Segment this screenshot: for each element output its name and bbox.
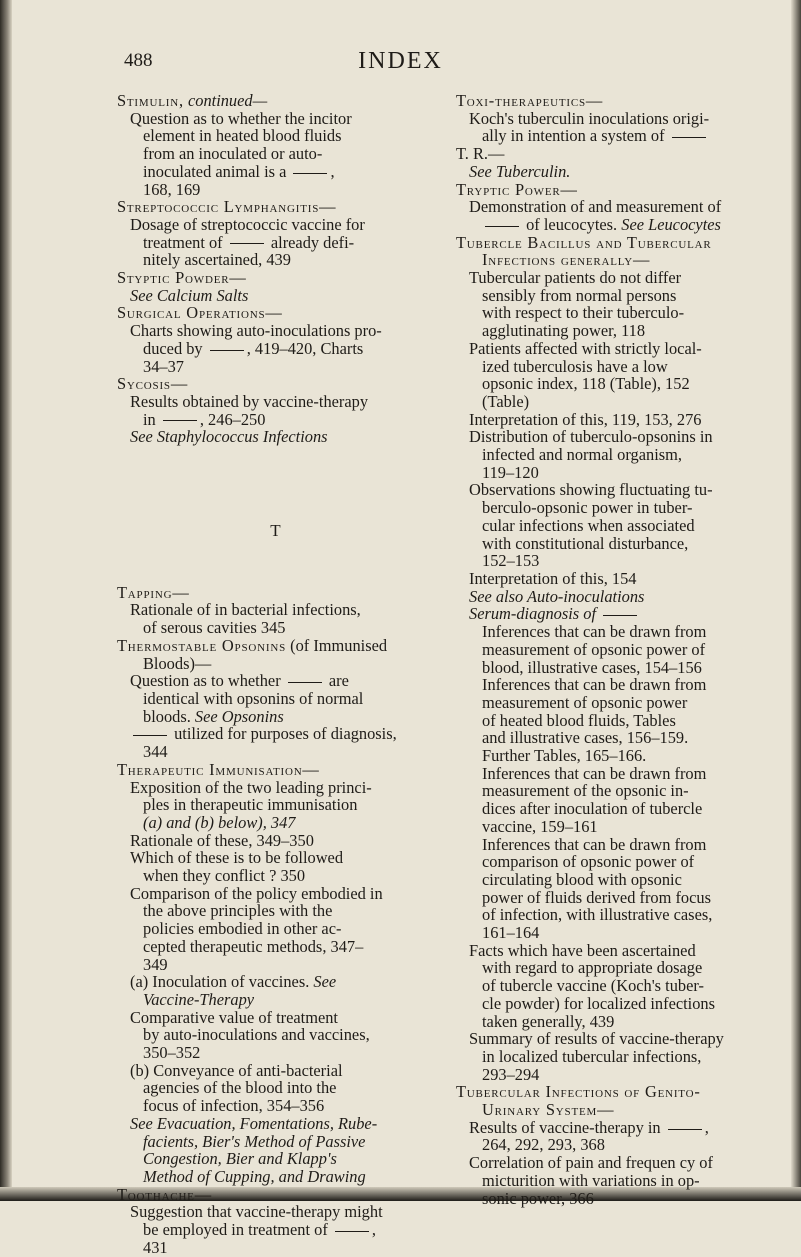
index-line: Comparative value of treatment: [130, 1007, 338, 1027]
index-entry: [117, 92, 434, 110]
index-line: with regard to appropriate dosage: [482, 958, 703, 978]
index-line: 349: [143, 954, 168, 974]
text-run: of leucocytes.: [526, 214, 618, 234]
index-line: 344: [143, 742, 168, 762]
index-line: [117, 1115, 434, 1133]
text-run: ally in intention a system of: [482, 126, 665, 146]
text-run: Serum-diagnosis of: [469, 604, 597, 624]
index-line: [117, 991, 434, 1009]
index-line: Bloods)—: [143, 653, 212, 673]
text-run: continued—: [187, 91, 268, 110]
page-edge-right: [791, 0, 801, 1201]
index-line: power of fluids derived from focus: [482, 887, 711, 907]
index-line: Question as to whether the incitor: [130, 108, 352, 128]
text-run: See Calcium Salts: [130, 285, 249, 305]
text-run: See Opsonins: [194, 706, 284, 726]
text-run: Vaccine-Therapy: [143, 989, 255, 1009]
index-line: [117, 1150, 434, 1168]
index-line: agglutinating power, 118: [482, 321, 646, 341]
index-line: of serous cavities 345: [143, 618, 286, 638]
index-line: agencies of the blood into the: [143, 1078, 337, 1098]
index-line: Demonstration of and measurement of: [469, 197, 722, 217]
text-run: (a) and (b) below), 347: [143, 812, 296, 832]
index-entry: Toothache—: [117, 1184, 212, 1204]
index-line: taken generally, 439: [482, 1011, 615, 1031]
index-line: the above principles with the: [143, 901, 333, 921]
index-line: focus of infection, 354–356: [143, 1096, 325, 1116]
page-title: INDEX: [358, 48, 443, 74]
index-line: Inferences that can be drawn from: [482, 622, 707, 642]
index-line: [117, 1221, 434, 1239]
text-run: , 246–250: [199, 409, 266, 429]
text-run: duced by: [143, 338, 203, 358]
index-line: 350–352: [143, 1043, 201, 1063]
text-run: ,: [371, 1220, 377, 1240]
index-line: Rationale of these, 349–350: [130, 830, 314, 850]
index-line: Inferences that can be drawn from: [482, 834, 707, 854]
ditto-dash: [672, 137, 706, 138]
index-line: in localized tubercular infections,: [482, 1046, 702, 1066]
ditto-dash: [603, 615, 637, 616]
index-line: [117, 234, 434, 252]
text-run: Method of Cupping, and Drawing: [143, 1166, 366, 1186]
index-line: [117, 637, 434, 655]
section-letter: T: [270, 521, 281, 541]
index-line: 293–294: [482, 1064, 540, 1084]
index-line: [117, 340, 434, 358]
left-column: [117, 92, 434, 1256]
index-line: [117, 672, 434, 690]
text-run: (a) Inoculation of vaccines.: [130, 972, 310, 992]
text-run: facients, Bier's Method of Passive: [143, 1131, 366, 1151]
text-run: treatment of: [143, 232, 223, 252]
ditto-dash: [133, 735, 167, 736]
text-run: already defi-: [270, 232, 355, 252]
index-line: [117, 725, 434, 743]
index-line: circulating blood with opsonic: [482, 869, 682, 889]
index-line: Distribution of tuberculo-opsonins in: [469, 427, 713, 447]
index-line: Summary of results of vaccine-therapy: [469, 1029, 724, 1049]
index-line: 119–120: [482, 462, 539, 482]
index-line: 34–37: [143, 356, 184, 376]
index-line: Dosage of streptococcic vaccine for: [130, 214, 365, 234]
index-line: Exposition of the two leading princi-: [130, 777, 372, 797]
index-line: Suggestion that vaccine-therapy might: [130, 1202, 383, 1222]
index-line: [456, 605, 770, 623]
right-column: [456, 92, 770, 1207]
index-line: Urinary System—: [482, 1100, 615, 1120]
index-entry: Toxi-therapeutics—: [456, 91, 604, 110]
index-line: nitely ascertained, 439: [143, 250, 291, 270]
index-entry: Tryptic Power—: [456, 179, 578, 199]
index-line: from an inoculated or auto-: [143, 144, 323, 164]
index-line: measurement of opsonic power: [482, 692, 688, 712]
index-line: [117, 163, 434, 181]
index-entry: Surgical Operations—: [117, 303, 283, 323]
text-run: in: [143, 409, 156, 429]
index-line: [117, 1133, 434, 1151]
text-run: utilized for purposes of diagnosis,: [174, 724, 397, 744]
index-line: vaccine, 159–161: [482, 816, 598, 836]
text-run: See Evacuation, Fomentations, Rube-: [130, 1113, 378, 1133]
index-line: [117, 428, 434, 446]
index-line: 431: [143, 1237, 168, 1257]
index-line: measurement of the opsonic in-: [482, 781, 689, 801]
text-run: Congestion, Bier and Klapp's: [143, 1149, 337, 1169]
text-run: See: [313, 972, 337, 992]
index-line: Infections generally—: [482, 250, 651, 270]
index-line: Which of these is to be followed: [130, 848, 344, 868]
index-line: policies embodied in other ac-: [143, 919, 342, 939]
index-line: Comparison of the policy embodied in: [130, 883, 383, 903]
text-run: See also Auto-inoculations: [469, 586, 645, 606]
index-line: Further Tables, 165–166.: [482, 746, 647, 766]
index-line: Koch's tuberculin inoculations origi-: [469, 108, 710, 128]
text-run: See Staphylococcus Infections: [130, 427, 328, 447]
index-line: Results obtained by vaccine-therapy: [130, 391, 369, 411]
index-line: [117, 1168, 434, 1186]
text-run: Thermostable Opsonins: [117, 635, 286, 655]
text-run: ,: [330, 161, 335, 181]
index-line: dices after inoculation of tubercle: [482, 799, 703, 819]
index-line: element in heated blood fluids: [143, 126, 342, 146]
index-line: (Table): [482, 391, 530, 411]
ditto-dash: [288, 682, 322, 683]
index-line: of heated blood fluids, Tables: [482, 710, 676, 730]
index-line: [117, 973, 434, 991]
index-line: Inferences that can be drawn from: [482, 675, 707, 695]
index-line: Correlation of pain and frequen cy of: [469, 1153, 713, 1173]
index-line: identical with opsonins of normal: [143, 688, 364, 708]
ditto-dash: [163, 420, 197, 421]
page-header: [0, 50, 801, 80]
index-line: Patients affected with strictly local-: [469, 338, 702, 358]
index-entry: Therapeutic Immunisation—: [117, 759, 320, 779]
index-line: [456, 588, 770, 606]
index-line: of infection, with illustrative cases,: [482, 905, 713, 925]
index-line: comparison of opsonic power of: [482, 852, 695, 872]
index-line: Interpretation of this, 119, 153, 276: [469, 409, 702, 429]
index-line: micturition with variations in op-: [482, 1170, 700, 1190]
index-line: blood, illustrative cases, 154–156: [482, 657, 702, 677]
text-run: See Tuberculin.: [469, 161, 571, 181]
index-line: cle powder) for localized infections: [482, 993, 716, 1013]
index-line: 161–164: [482, 923, 540, 943]
index-entry: Styptic Powder—: [117, 268, 247, 288]
index-line: 264, 292, 293, 368: [482, 1135, 605, 1155]
ditto-dash: [485, 226, 519, 227]
index-line: Tubercular patients do not differ: [469, 268, 682, 288]
index-line: cular infections when associated: [482, 515, 695, 535]
index-line: (b) Conveyance of anti-bacterial: [130, 1060, 343, 1080]
text-run: bloods.: [143, 706, 191, 726]
index-line: cepted therapeutic methods, 347–: [143, 936, 364, 956]
index-line: [456, 163, 770, 181]
ditto-dash: [230, 243, 264, 244]
index-line: and illustrative cases, 156–159.: [482, 728, 689, 748]
index-line: with respect to their tuberculo-: [482, 303, 685, 323]
index-line: [456, 1119, 770, 1137]
index-line: 152–153: [482, 551, 540, 571]
index-line: Interpretation of this, 154: [469, 568, 637, 588]
index-entry: Sycosis—: [117, 374, 189, 394]
index-line: infected and normal organism,: [482, 445, 682, 465]
text-run: are: [328, 671, 349, 691]
index-line: Inferences that can be drawn from: [482, 763, 707, 783]
index-line: sensibly from normal persons: [482, 285, 677, 305]
index-line: by auto-inoculations and vaccines,: [143, 1025, 370, 1045]
index-line: ples in therapeutic immunisation: [143, 795, 358, 815]
index-line: of tubercle vaccine (Koch's tuber-: [482, 976, 704, 996]
index-line: with constitutional disturbance,: [482, 533, 689, 553]
index-line: sonic power, 366: [482, 1188, 594, 1208]
index-entry: Tubercle Bacillus and Tubercular: [456, 232, 712, 252]
ditto-dash: [335, 1231, 369, 1232]
index-line: [117, 708, 434, 726]
index-line: [117, 411, 434, 429]
ditto-dash: [210, 350, 244, 351]
index-entry: Tapping—: [117, 582, 190, 602]
book-spine-shadow: [0, 0, 12, 1201]
index-line: Observations showing fluctuating tu-: [469, 480, 713, 500]
index-line: [117, 287, 434, 305]
index-entry: Tubercular Infections of Genito-: [456, 1082, 701, 1102]
index-line: ized tuberculosis have a low: [482, 356, 668, 376]
index-entry: Streptococcic Lymphangitis—: [117, 197, 337, 217]
index-line: Rationale of in bacterial infections,: [130, 600, 361, 620]
index-line: when they conflict ? 350: [143, 866, 306, 886]
index-entry: T. R.—: [456, 144, 505, 164]
index-line: 168, 169: [143, 179, 201, 199]
text-run: (of Immunised: [290, 635, 388, 655]
ditto-dash: [293, 173, 327, 174]
text-run: Stimulin,: [117, 91, 184, 110]
index-line: berculo-opsonic power in tuber-: [482, 498, 693, 518]
ditto-dash: [668, 1129, 702, 1130]
index-line: [456, 216, 770, 234]
index-line: measurement of opsonic power of: [482, 639, 706, 659]
index-line: opsonic index, 118 (Table), 152: [482, 374, 690, 394]
text-run: See Leucocytes: [621, 214, 721, 234]
text-run: , 419–420, Charts: [246, 338, 364, 358]
index-line: [117, 814, 434, 832]
text-run: Question as to whether: [130, 671, 281, 691]
text-run: inoculated animal is a: [143, 161, 287, 181]
index-line: [456, 127, 770, 145]
page-number: 488: [124, 50, 153, 71]
text-run: be employed in treatment of: [143, 1220, 328, 1240]
index-line: Facts which have been ascertained: [469, 940, 696, 960]
text-run: Results of vaccine-therapy in: [469, 1117, 661, 1137]
index-line: Charts showing auto-inoculations pro-: [130, 321, 382, 341]
text-run: ,: [704, 1117, 709, 1137]
